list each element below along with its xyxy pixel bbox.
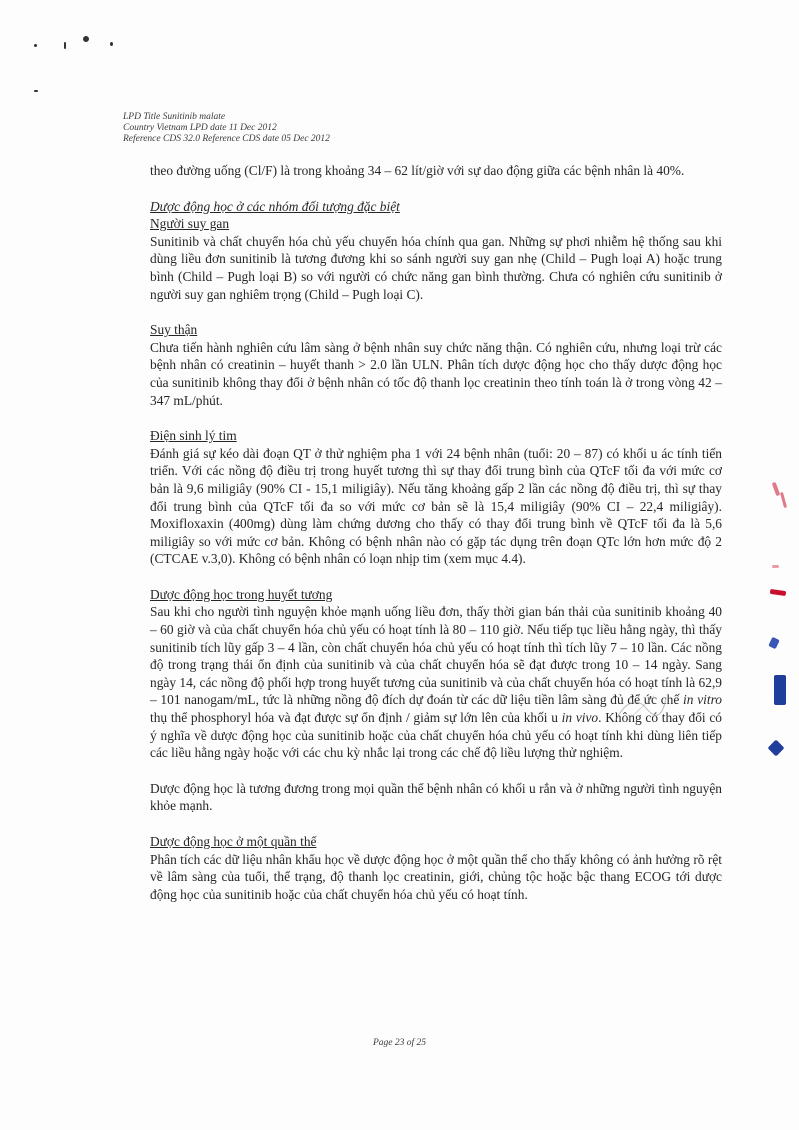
term-in-vitro: in vitro xyxy=(683,692,722,708)
scan-artifact xyxy=(110,42,113,46)
subheading-hepatic: Người suy gan xyxy=(150,216,230,232)
paragraph-population: Phân tích các dữ liệu nhân khẩu học về dược động học ở một quần thể cho thấy không có ảnh hưởng rõ rệt về lâm sàng của tuổi, thể trạng, độ thanh lọc creatinin, giới, chủng tộc hoặc bậc thang ECOG tới dược động học của sunitinib hoặc của chất chuyển hóa chủ yếu có hoạt tính. xyxy=(150,851,722,902)
header-reference: Reference CDS 32.0 Reference CDS date 05 Dec 2012 xyxy=(123,134,330,144)
scan-artifact xyxy=(83,36,89,42)
intro-paragraph: theo đường uống (Cl/F) là trong khoảng 34 – 62 lít/giờ với sự dao động giữa các bệnh nhân là 40%. xyxy=(150,163,685,178)
paragraph-hepatic: Sunitinib và chất chuyển hóa chủ yếu chuyển hóa chính qua gan. Những sự phơi nhiễm hệ thống sau khi dùng liều đơn sunitinib là tương đương khi so sánh người suy gan nhẹ (Child – Pugh loại A) hoặc trung bình (Child – Pugh loại B) so với người có chức năng gan bình thường. Chưa có nghiên cứu sunitinib ở người suy gan nghiêm trọng (Child – Pugh loại C). xyxy=(150,233,722,302)
stamp-mark-blue xyxy=(768,740,785,757)
paragraph-plasma-part-c: . Không có thay đổi có ý nghĩa về dược động học của sunitinib hoặc của chất chuyển hóa chủ yếu có hoạt tính khi dùng liên tiếp các liều hằng ngày hoặc với các chu kỳ nhắc lại trong các chế độ liều lượng thử nghiệm. xyxy=(150,710,722,761)
header-country: Country Vietnam LPD date 11 Dec 2012 xyxy=(123,123,277,133)
pen-mark xyxy=(610,690,670,730)
stamp-mark-red xyxy=(772,482,781,497)
page-number: Page 23 of 25 xyxy=(372,1038,427,1048)
paragraph-renal: Chưa tiến hành nghiên cứu lâm sàng ở bệnh nhân suy chức năng thận. Có nghiên cứu, nhưng loại trừ các bệnh nhân có creatinin – huyết thanh > 2.0 lần ULN. Phân tích dược động học cho thấy dược động học của sunitinib không thay đổi ở bệnh nhân có tốc độ thanh lọc creatinin theo tính toán là ở trong vòng 42 – 347 mL/phút. xyxy=(150,339,722,408)
stamp-mark-red xyxy=(772,565,779,568)
scan-artifact xyxy=(64,42,66,49)
scan-artifact xyxy=(34,90,38,92)
paragraph-cardiac: Đánh giá sự kéo dài đoạn QT ở thử nghiệm pha 1 với 24 bệnh nhân (tuổi: 20 – 87) có khối u ác tính tiến triển. Với các nồng độ điều trị trong huyết tương thì sự thay đổi trung bình của QTcF tối đa với mức cơ bản là 9,6 miligiây (90% CI - 15,1 miligiây). Nếu tăng khoảng gấp 2 lần các nồng độ điều trị, thì sự thay đổi trung bình của QTcF tối đa so với mức cơ bản sẽ là 15,4 miligiây (90% CI – 22,4 miligiây). Moxifloxaxin (400mg) dùng làm chứng dương cho thấy có thay đổi trung bình về QTcF tối đa là 5,6 miligiây so với mức cơ bản. Không có bệnh nhân nào có gặp tác dụng trên đoạn QTc lớn hơn mức độ 2 (CTCAE v.3,0). Không có bệnh nhân có loạn nhịp tim (xem mục 4.4). xyxy=(150,445,722,567)
document-body xyxy=(150,162,722,903)
term-in-vivo: in vivo xyxy=(561,710,599,726)
subheading-cardiac: Điện sinh lý tim xyxy=(150,428,237,444)
stamp-fragment xyxy=(760,470,799,970)
document-header xyxy=(123,112,330,145)
paragraph-plasma-part-b: thụ thể phosphoryl hóa và đạt được sự ổn định / giảm sự lớn lên của khối u xyxy=(150,710,562,726)
stamp-mark-blue xyxy=(774,675,786,705)
subheading-plasma: Dược động học trong huyết tương xyxy=(150,586,333,602)
header-title: LPD Title Sunitinib malate xyxy=(123,112,226,122)
subheading-renal: Suy thận xyxy=(150,322,198,338)
paragraph-equivalence: Dược động học là tương đương trong mọi quần thể bệnh nhân có khối u rắn và ở những người tình nguyện khỏe mạnh. xyxy=(150,780,722,814)
paragraph-plasma xyxy=(150,603,722,761)
scan-artifact xyxy=(34,44,37,47)
section-title-special-populations: Dược động học ở các nhóm đối tượng đặc biệt xyxy=(150,198,400,214)
stamp-mark-red xyxy=(780,492,787,508)
stamp-mark-blue xyxy=(768,637,779,649)
subheading-population: Dược động học ở một quần thể xyxy=(150,834,317,849)
stamp-mark-red xyxy=(770,589,787,596)
paragraph-plasma-part-a: Sau khi cho người tình nguyện khỏe mạnh uống liều đơn, thấy thời gian bán thải của sunitinib khoảng 40 – 60 giờ và của chất chuyển hóa chủ yếu có hoạt tính là 80 – 110 giờ. Nếu tiếp tục liều hằng ngày, thì thấy sunitinib tích lũy gấp 3 – 4 lần, còn chất chuyển hóa chủ yếu có hoạt tính thì tích lũy 7 – 10 lần. Các nồng độ trong trạng thái ổn định của sunitinib và của chất chuyển hóa sẽ đạt được trong 10 – 14 ngày. Sang ngày 14, các nồng độ phối hợp trong huyết tương của sunitinib và của chất chuyển hóa có hoạt tính là 62,9 – 101 nanogam/mL, tức là những nồng độ đích dự đoán từ các dữ liệu tiền lâm sàng đủ để ức chế xyxy=(150,604,722,708)
